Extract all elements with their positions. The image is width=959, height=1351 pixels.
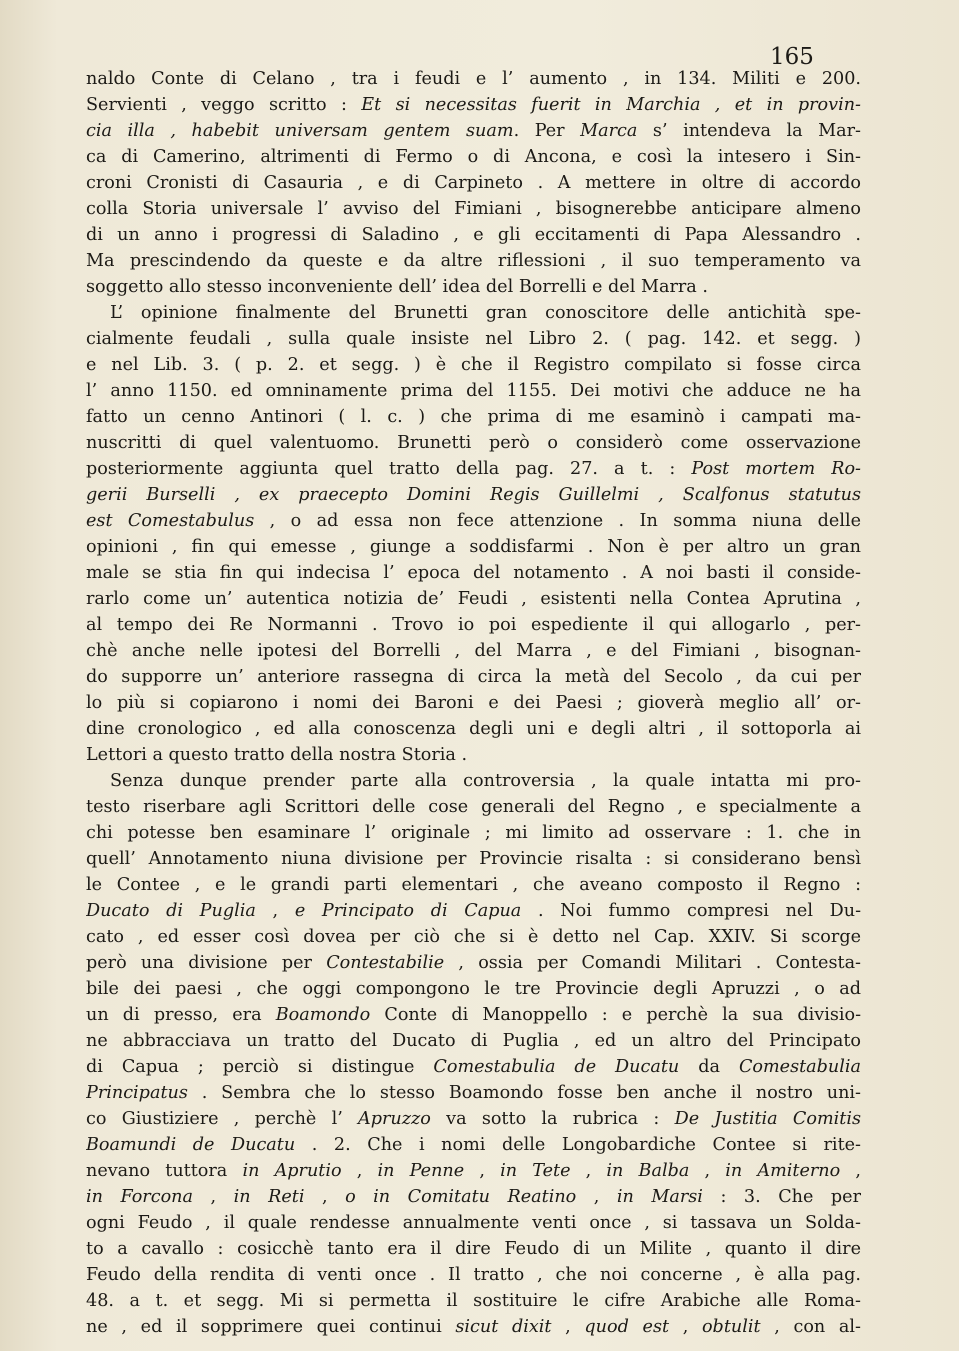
italic-text: in Balba: [606, 1161, 690, 1181]
text-run: , con al-: [760, 1317, 861, 1337]
text-run: . 2. Che i nomi delle Longobardiche Contee si rite-: [295, 1135, 861, 1155]
text-run: ,: [669, 1317, 702, 1337]
text-line: [86, 1002, 861, 1028]
text-run: ne abbracciava un tratto del Ducato di Puglia , ed un altro del Principato: [86, 1031, 861, 1051]
text-run: Ma prescindendo da queste e da altre riflessioni , il suo temperamento va: [86, 251, 861, 271]
text-line: [86, 1106, 861, 1132]
text-run: Senza dunque prender parte alla controversia , la quale intatta mi pro-: [110, 771, 861, 791]
italic-text: o in Comitatu Reatino: [345, 1187, 577, 1207]
italic-text: e Principato di Capua: [294, 901, 522, 921]
text-line: [86, 742, 861, 768]
text-run: nevano tuttora: [86, 1161, 243, 1181]
text-run: ,: [840, 1161, 861, 1181]
text-line: [86, 352, 861, 378]
italic-text: in Tete: [500, 1161, 571, 1181]
italic-text: Marca: [580, 121, 638, 141]
italic-text: Post mortem Ro-: [691, 459, 861, 479]
italic-text: Boamondo: [275, 1005, 371, 1025]
text-line: [86, 664, 861, 690]
text-line: [86, 846, 861, 872]
text-run: soggetto allo stesso inconveniente dell’ idea del Borrelli e del Marra .: [86, 277, 708, 297]
text-run: naldo Conte di Celano , tra i feudi e l’ aumento , in 134. Militi e 200.: [86, 69, 861, 89]
text-run: rarlo come un’ autentica notizia de’ Feudi , esistenti nella Contea Aprutina ,: [86, 589, 861, 609]
italic-text: cia illa , habebit universam gentem suam: [86, 121, 514, 141]
text-run: le Contee , e le grandi parti elementari , che aveano composto il Regno :: [86, 875, 861, 895]
italic-text: sicut dixit: [455, 1317, 552, 1337]
text-line: [86, 976, 861, 1002]
text-run: ,: [464, 1161, 501, 1181]
italic-text: in Amiterno: [725, 1161, 841, 1181]
text-run: ogni Feudo , il quale rendesse annualmente venti once , si tassava un Solda-: [86, 1213, 861, 1233]
text-run: posteriormente aggiunta quel tratto della pag. 27. a t. :: [86, 459, 692, 479]
italic-text: obtulit: [701, 1317, 761, 1337]
italic-text: Contestabilie: [326, 953, 445, 973]
italic-text: De Justitia Comitis: [674, 1109, 861, 1129]
text-line: [86, 1158, 861, 1184]
text-line: [86, 924, 861, 950]
text-line: [86, 248, 861, 274]
text-line: [86, 144, 861, 170]
text-line: [86, 534, 861, 560]
text-run: l’ anno 1150. ed omninamente prima del 1155. Dei motivi che adduce ne ha: [86, 381, 861, 401]
text-line: [86, 118, 861, 144]
text-run: di Capua ; perciò si distingue: [86, 1057, 434, 1077]
text-run: di un anno i progressi di Saladino , e gli eccitamenti di Papa Alessandro .: [86, 225, 861, 245]
text-line: [86, 222, 861, 248]
text-run: ,: [255, 901, 295, 921]
page-number: 165: [770, 44, 814, 70]
text-run: cato , ed esser così dovea per ciò che si è detto nel Cap. XXIV. Si scorge: [86, 927, 861, 947]
text-run: colla Storia universale l’ avviso del Fimiani , bisognerebbe anticipare almeno: [86, 199, 861, 219]
text-run: croni Cronisti di Casauria , e di Carpineto . A mettere in oltre di accordo: [86, 173, 861, 193]
text-run: Conte di Manoppello : e perchè la sua divisio-: [370, 1005, 861, 1025]
text-run: un di presso, era: [86, 1005, 276, 1025]
text-run: testo riserbare agli Scrittori delle cose generali del Regno , e specialmente a: [86, 797, 861, 817]
text-line: [86, 1132, 861, 1158]
text-run: ne , ed il sopprimere quei continui: [86, 1317, 456, 1337]
text-run: to a cavallo : cosicchè tanto era il dire Feudo di un Milite , quanto il dire: [86, 1239, 861, 1259]
text-run: . Sembra che lo stesso Boamondo fosse ben anche il nostro uni-: [187, 1083, 861, 1103]
text-run: quell’ Annotamento niuna divisione per Provincie risalta : si considerano bensì: [86, 849, 861, 869]
text-line: [86, 170, 861, 196]
italic-text: gerii Burselli , ex praecepto Domini Regis Guillelmi , Scalfonus statutus: [86, 485, 861, 505]
text-line: [86, 768, 861, 794]
text-run: ,: [341, 1161, 378, 1181]
text-run: s’ intendeva la Mar-: [637, 121, 861, 141]
italic-text: quod est: [584, 1317, 670, 1337]
text-line: [86, 1080, 861, 1106]
text-line: [86, 196, 861, 222]
italic-text: Principatus: [86, 1083, 188, 1103]
text-run: , o ad essa non fece attenzione . In somma niuna delle: [254, 511, 861, 531]
text-line: [86, 872, 861, 898]
text-line: [86, 92, 861, 118]
text-run: ,: [576, 1187, 617, 1207]
text-line: [86, 1184, 861, 1210]
text-run: ,: [551, 1317, 585, 1337]
italic-text: Ducato di Puglia: [86, 901, 256, 921]
text-line: [86, 430, 861, 456]
text-run: al tempo dei Re Normanni . Trovo io poi espediente il qui allogarlo , per-: [86, 615, 861, 635]
text-run: ca di Camerino, altrimenti di Fermo o di Ancona, e così la intesero i Sin-: [86, 147, 861, 167]
text-line: [86, 1314, 861, 1340]
text-line: [86, 1262, 861, 1288]
text-line: [86, 66, 861, 92]
text-line: [86, 300, 861, 326]
text-run: fatto un cenno Antinori ( l. c. ) che prima di me esaminò i campati ma-: [86, 407, 861, 427]
text-line: [86, 1210, 861, 1236]
text-run: Servienti , veggo scritto :: [86, 95, 362, 115]
text-run: 48. a t. et segg. Mi si permetta il sostituire le cifre Arabiche alle Roma-: [86, 1291, 861, 1311]
text-run: nuscritti di quel valentuomo. Brunetti però o considerò come osservazione: [86, 433, 861, 453]
text-line: [86, 378, 861, 404]
text-run: chè anche nelle ipotesi del Borrelli , del Marra , e del Fimiani , bisognan-: [86, 641, 861, 661]
italic-text: est Comestabulus: [86, 511, 255, 531]
italic-text: Boamundi de Ducatu: [86, 1135, 296, 1155]
text-run: Lettori a questo tratto della nostra Storia .: [86, 745, 468, 765]
text-line: [86, 1054, 861, 1080]
text-line: [86, 508, 861, 534]
text-run: . Per: [513, 121, 581, 141]
text-run: : 3. Che per: [702, 1187, 861, 1207]
text-line: [86, 716, 861, 742]
text-line: [86, 950, 861, 976]
text-line: [86, 612, 861, 638]
text-line: [86, 456, 861, 482]
italic-text: in Marsi: [616, 1187, 703, 1207]
text-run: do supporre un’ anteriore rassegna di circa la metà del Secolo , da cui per: [86, 667, 861, 687]
text-line: [86, 586, 861, 612]
text-line: [86, 638, 861, 664]
text-line: [86, 326, 861, 352]
text-line: [86, 404, 861, 430]
text-run: , ossia per Comandi Militari . Contesta-: [444, 953, 861, 973]
italic-text: Et si necessitas fuerit in Marchia , et in provin-: [361, 95, 861, 115]
text-line: [86, 1236, 861, 1262]
italic-text: in Penne: [377, 1161, 465, 1181]
italic-text: in Aprutio: [242, 1161, 342, 1181]
text-run: ,: [193, 1187, 234, 1207]
italic-text: in Forcona: [86, 1187, 193, 1207]
text-run: va sotto la rubrica :: [430, 1109, 675, 1129]
text-run: ,: [304, 1187, 346, 1207]
text-line: [86, 274, 861, 300]
text-run: Feudo della rendita di venti once . Il tratto , che noi concerne , è alla pag.: [86, 1265, 861, 1285]
text-run: ,: [689, 1161, 726, 1181]
text-run: . Noi fummo compresi nel Du-: [521, 901, 861, 921]
italic-text: Comestabulia: [738, 1057, 861, 1077]
text-run: però una divisione per: [86, 953, 327, 973]
text-run: lo più si copiarono i nomi dei Baroni e dei Paesi ; gioverà meglio all’ or-: [86, 693, 861, 713]
italic-text: Apruzzo: [358, 1109, 431, 1129]
text-line: [86, 794, 861, 820]
italic-text: Comestabulia de Ducatu: [433, 1057, 680, 1077]
text-run: male se stia fin qui indecisa l’ epoca del notamento . A noi basti il conside-: [86, 563, 861, 583]
text-run: opinioni , fin qui emesse , giunge a soddisfarmi . Non è per altro un gran: [86, 537, 861, 557]
text-run: e nel Lib. 3. ( p. 2. et segg. ) è che il Registro compilato si fosse circa: [86, 355, 861, 375]
italic-text: in Reti: [233, 1187, 305, 1207]
text-run: bile dei paesi , che oggi compongono le tre Provincie degli Apruzzi , o ad: [86, 979, 861, 999]
text-run: cialmente feudali , sulla quale insiste nel Libro 2. ( pag. 142. et segg. ): [86, 329, 861, 349]
text-run: ,: [570, 1161, 607, 1181]
text-run: da: [679, 1057, 739, 1077]
text-line: [86, 820, 861, 846]
text-run: dine cronologico , ed alla conoscenza degli uni e degli altri , il sottoporla ai: [86, 719, 861, 739]
text-line: [86, 482, 861, 508]
text-line: [86, 560, 861, 586]
text-run: co Giustiziere , perchè l’: [86, 1109, 359, 1129]
text-line: [86, 1028, 861, 1054]
text-line: [86, 1288, 861, 1314]
body-text: [86, 66, 861, 1340]
text-run: chi potesse ben esaminare l’ originale ; mi limito ad osservare : 1. che in: [86, 823, 861, 843]
text-line: [86, 690, 861, 716]
text-run: L’ opinione finalmente del Brunetti gran conoscitore delle antichità spe-: [110, 303, 861, 323]
text-line: [86, 898, 861, 924]
